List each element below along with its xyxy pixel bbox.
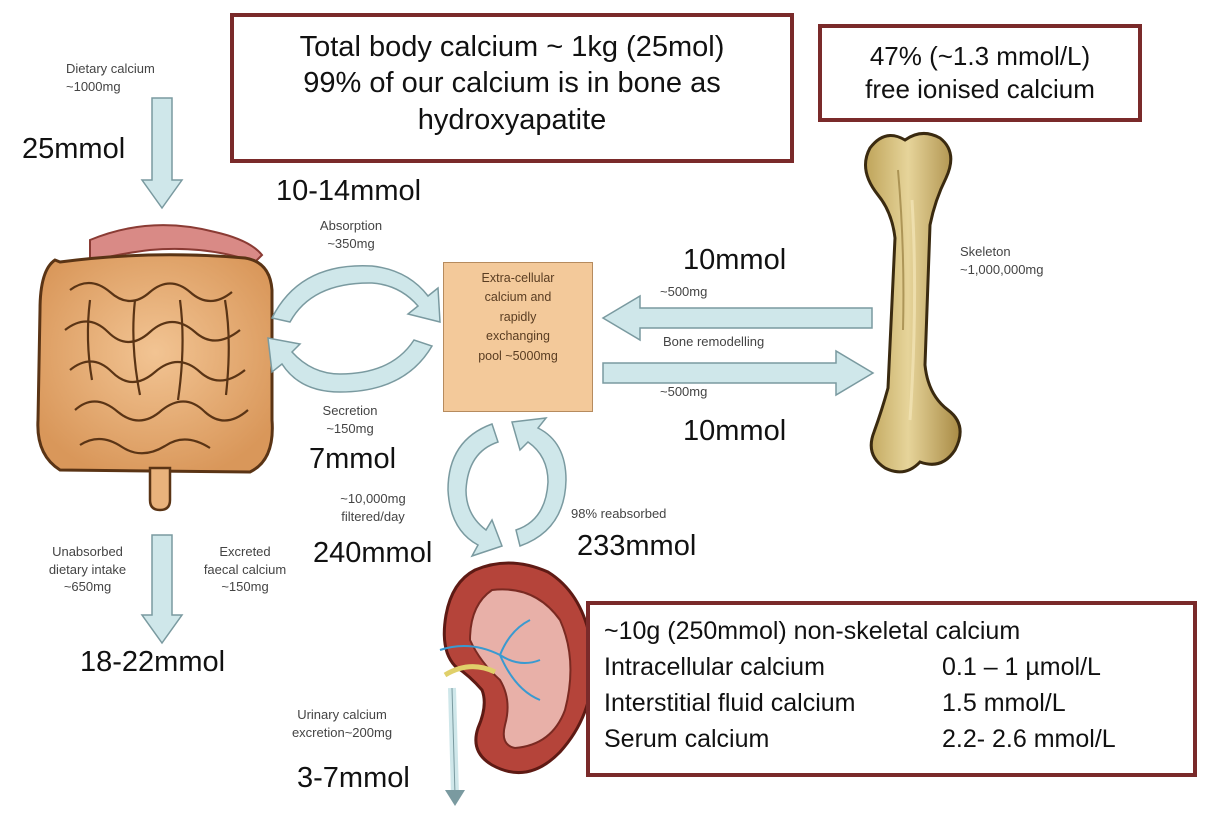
extracellular-pool-box bbox=[443, 262, 593, 412]
kidney-illustration bbox=[440, 563, 593, 806]
intracellular-label: Intracellular calcium bbox=[604, 653, 825, 681]
total-body-calcium-line2: 99% of our calcium is in bone as bbox=[303, 67, 721, 100]
skeleton-text: Skeleton bbox=[960, 244, 1011, 259]
intracellular-value: 0.1 – 1 µmol/L bbox=[942, 653, 1101, 681]
pool-line4: exchanging bbox=[486, 329, 550, 344]
absorption-mmol: 10-14mmol bbox=[276, 175, 422, 207]
filtered-text: filtered/day bbox=[341, 508, 405, 524]
faecal-line2: faecal calcium bbox=[203, 561, 287, 577]
total-body-calcium-line3: hydroxyapatite bbox=[417, 103, 607, 136]
secretion-text: Secretion bbox=[322, 403, 378, 418]
total-body-calcium-box bbox=[230, 13, 794, 163]
faecal-label bbox=[180, 543, 310, 596]
serum-value: 2.2- 2.6 mmol/L bbox=[942, 725, 1116, 753]
pool-line2: calcium and bbox=[484, 290, 552, 305]
faecal-line1: Excreted bbox=[219, 544, 271, 559]
bone-in-amount: ~500mg bbox=[660, 284, 708, 299]
skeleton-amount: ~1,000,000mg bbox=[960, 261, 1044, 277]
pool-to-bone-arrow bbox=[603, 351, 873, 395]
reabsorbed-label: 98% reabsorbed bbox=[571, 506, 667, 521]
urinary-mmol: 3-7mmol bbox=[297, 762, 410, 794]
non-skeletal-calcium-box bbox=[586, 601, 1197, 777]
bone-out-mmol: 10mmol bbox=[683, 415, 787, 447]
pool-line3: rapidly bbox=[499, 309, 537, 324]
secretion-mmol: 7mmol bbox=[309, 443, 397, 475]
faecal-amount: ~150mg bbox=[221, 579, 269, 595]
secretion-label bbox=[300, 402, 400, 437]
dietary-calcium-text: Dietary calcium bbox=[66, 61, 155, 76]
dietary-intake-arrow bbox=[142, 98, 182, 208]
bone-illustration bbox=[866, 133, 961, 471]
skeleton-label bbox=[960, 243, 1043, 278]
filtered-label bbox=[318, 490, 428, 525]
unabsorbed-label bbox=[30, 543, 145, 596]
dietary-calcium-amount: ~1000mg bbox=[66, 78, 121, 94]
gut-pool-cycle-arrows bbox=[268, 266, 440, 392]
faecal-total-mmol: 18-22mmol bbox=[80, 646, 226, 678]
non-skeletal-title: ~10g (250mmol) non-skeletal calcium bbox=[604, 617, 1021, 645]
urinary-line1: Urinary calcium bbox=[297, 707, 387, 722]
unabsorbed-amount: ~650mg bbox=[63, 579, 112, 595]
intestine-illustration bbox=[38, 225, 272, 510]
urinary-label bbox=[272, 706, 412, 741]
unabsorbed-arrow bbox=[142, 535, 182, 643]
bone-in-mmol: 10mmol bbox=[683, 244, 787, 276]
dietary-calcium-label bbox=[66, 60, 155, 95]
dietary-mmol: 25mmol bbox=[22, 133, 126, 165]
total-body-calcium-line1: Total body calcium ~ 1kg (25mol) bbox=[299, 31, 725, 63]
bone-out-amount: ~500mg bbox=[660, 384, 708, 399]
secretion-amount: ~150mg bbox=[326, 420, 374, 436]
pool-line5: pool ~5000mg bbox=[478, 348, 558, 363]
ionised-calcium-line1: 47% (~1.3 mmol/L) bbox=[869, 41, 1091, 71]
serum-label: Serum calcium bbox=[604, 725, 770, 753]
interstitial-label: Interstitial fluid calcium bbox=[604, 689, 856, 717]
interstitial-value: 1.5 mmol/L bbox=[942, 689, 1066, 717]
unabsorbed-line2: dietary intake bbox=[48, 561, 127, 577]
urinary-line2: excretion~200mg bbox=[291, 724, 393, 740]
pool-kidney-cycle-arrows bbox=[448, 418, 566, 556]
ionised-calcium-box bbox=[818, 24, 1142, 122]
absorption-text: Absorption bbox=[319, 218, 383, 233]
pool-line1: Extra-cellular bbox=[481, 271, 555, 285]
absorption-label bbox=[296, 217, 406, 252]
absorption-amount: ~350mg bbox=[327, 235, 375, 251]
bone-remodelling-label: Bone remodelling bbox=[663, 334, 765, 349]
filtered-amount: ~10,000mg bbox=[340, 491, 406, 506]
filtered-mmol: 240mmol bbox=[313, 537, 433, 569]
reabsorbed-mmol: 233mmol bbox=[577, 530, 697, 562]
ionised-calcium-line2: free ionised calcium bbox=[865, 73, 1095, 104]
unabsorbed-line1: Unabsorbed bbox=[52, 544, 123, 559]
